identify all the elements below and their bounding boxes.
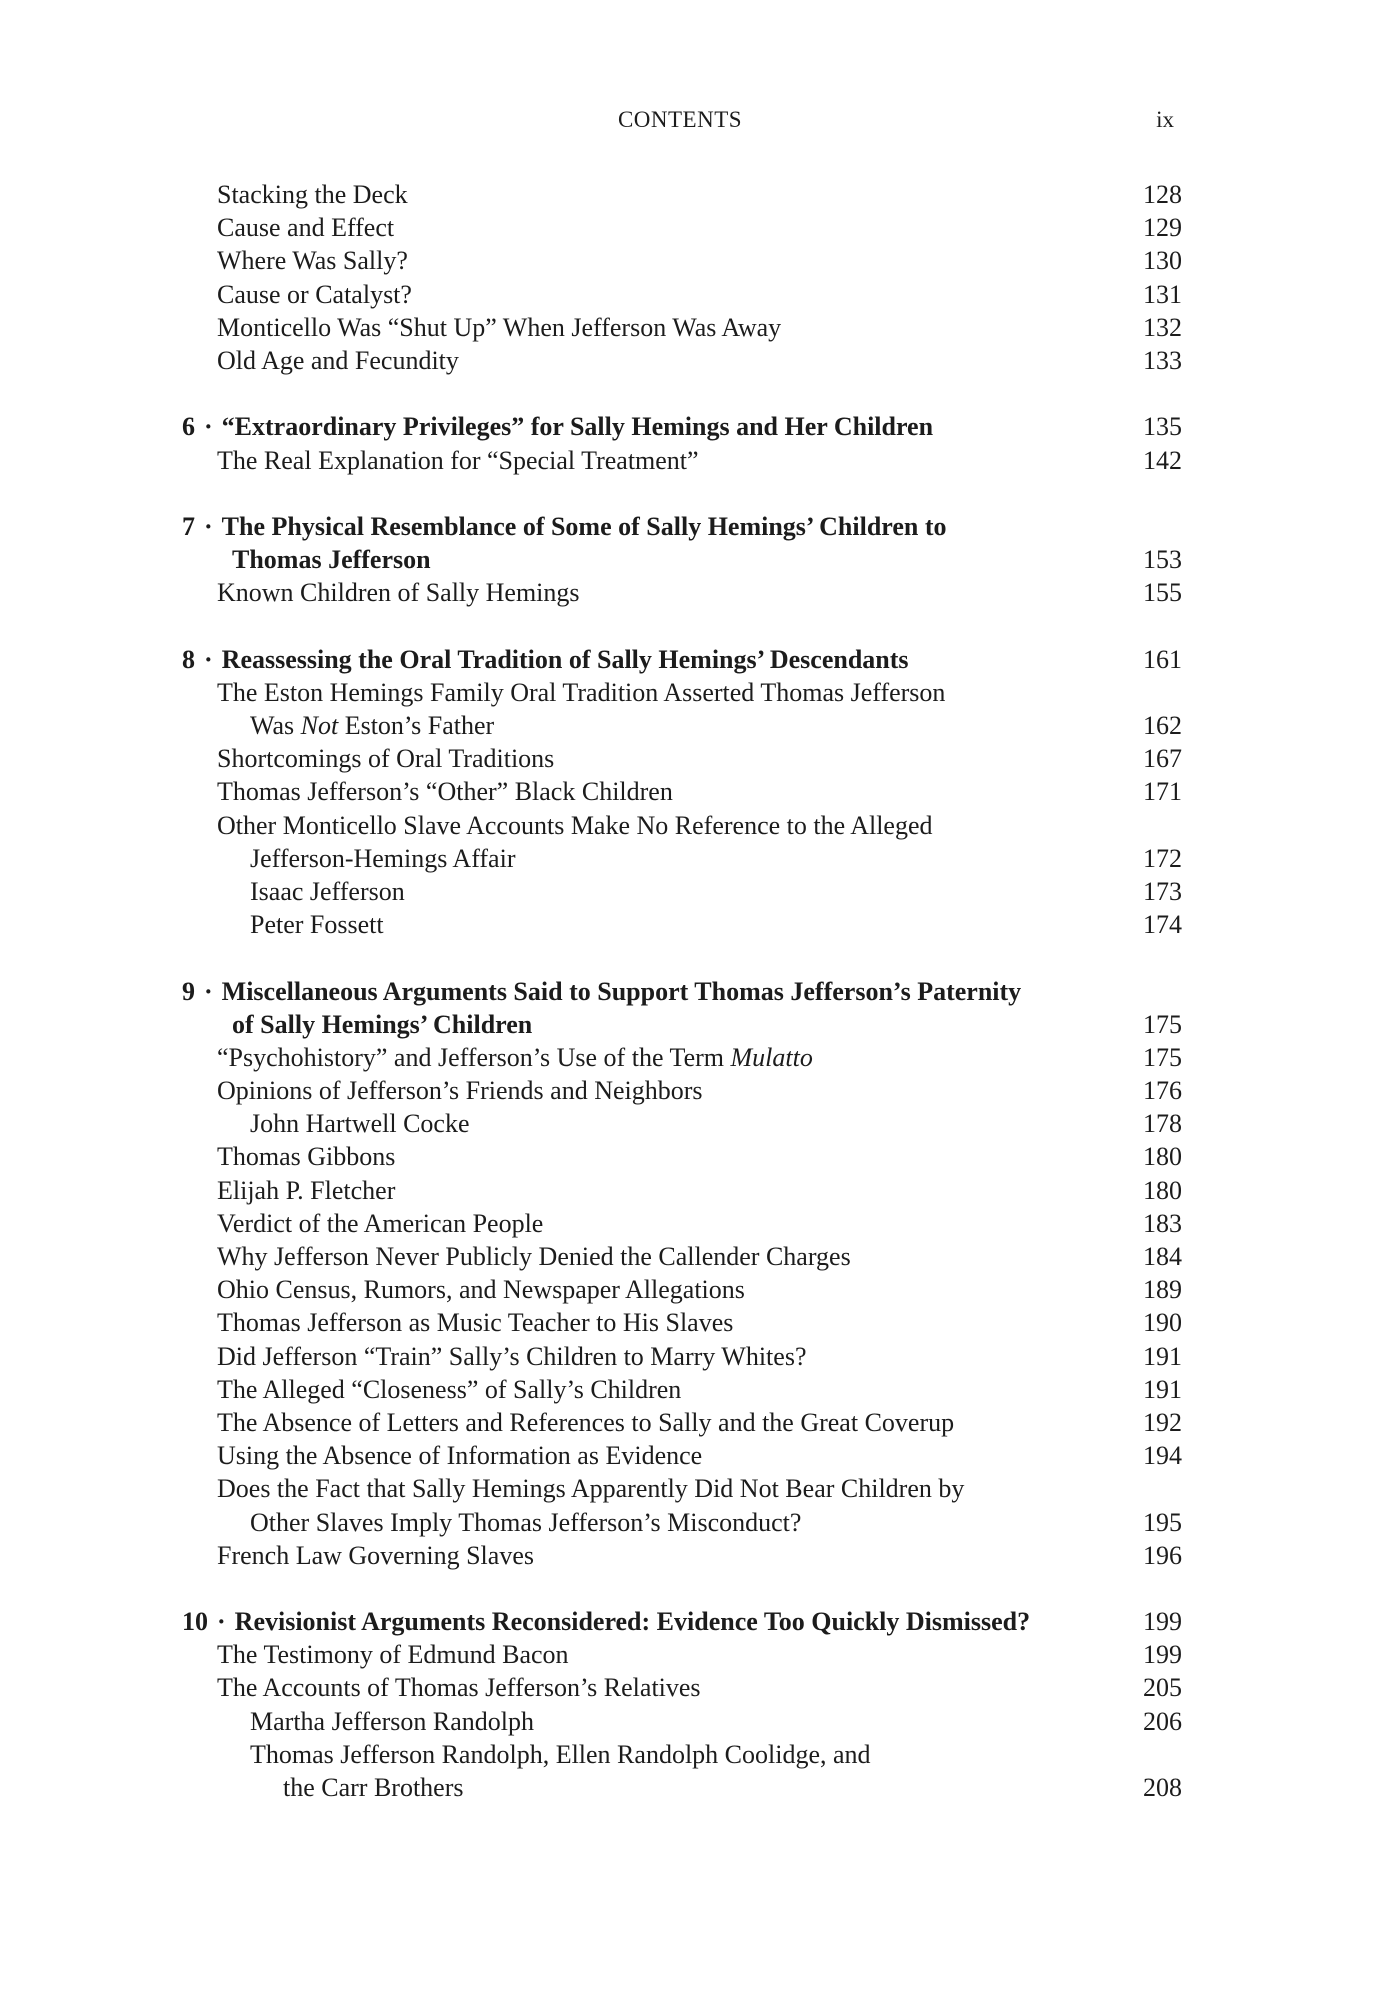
toc-entry[interactable]: [0, 311, 1400, 344]
toc-entry-title: Shortcomings of Oral Traditions: [217, 744, 555, 774]
chapter-title: “Extraordinary Privileges” for Sally Hemings and Her Children: [221, 412, 934, 442]
toc-entry-title: Thomas Gibbons: [217, 1142, 396, 1172]
toc-entry[interactable]: [0, 1638, 1400, 1671]
toc-entry-title: Peter Fossett: [250, 910, 384, 940]
toc-entry[interactable]: [0, 1273, 1400, 1306]
toc-entry-title: Old Age and Fecundity: [217, 345, 459, 375]
title-part: Was: [250, 711, 301, 740]
toc-entry-title: The Accounts of Thomas Jefferson’s Relatives: [217, 1673, 701, 1703]
toc-page-number: 175: [1143, 1009, 1182, 1039]
toc-entry-title: Thomas Jefferson: [232, 545, 431, 575]
toc-entry[interactable]: [0, 1406, 1400, 1439]
toc-page-number: 155: [1143, 578, 1182, 608]
toc-entry-title: Does the Fact that Sally Hemings Apparently Did Not Bear Children by: [217, 1474, 965, 1504]
toc-page-number: 199: [1143, 1640, 1182, 1670]
toc-entry[interactable]: [0, 1771, 1400, 1804]
toc-entry-title: Thomas Jefferson Randolph, Ellen Randolph Coolidge, and: [250, 1739, 871, 1769]
toc-entry-title: [250, 709, 494, 742]
toc-page-number: 199: [1143, 1607, 1182, 1637]
toc-entry[interactable]: [0, 875, 1400, 908]
toc-chapter-heading[interactable]: [0, 1605, 1400, 1638]
toc-page-number: 171: [1143, 777, 1182, 807]
toc-page-number: 161: [1143, 644, 1182, 674]
toc-page-number: 205: [1143, 1673, 1182, 1703]
toc-entry-title: the Carr Brothers: [283, 1773, 464, 1802]
toc-page-number: 133: [1143, 345, 1182, 375]
toc-entry-title: Thomas Jefferson’s “Other” Black Children: [217, 777, 673, 807]
header-page-number: ix: [1156, 107, 1174, 132]
toc-entry-title: French Law Governing Slaves: [217, 1540, 534, 1570]
toc-page-number: 132: [1143, 312, 1182, 342]
toc-entry[interactable]: [0, 1207, 1400, 1240]
header-title: CONTENTS: [617, 107, 743, 132]
toc-entry[interactable]: [0, 809, 1400, 842]
toc-entry-title: Did Jefferson “Train” Sally’s Children to Marry Whites?: [217, 1341, 807, 1371]
title-part: Eston’s Father: [338, 711, 495, 740]
chapter-title: Revisionist Arguments Reconsidered: Evidence Too Quickly Dismissed?: [234, 1607, 1031, 1637]
toc-entry[interactable]: [0, 742, 1400, 775]
toc-entry-title: The Alleged “Closeness” of Sally’s Children: [217, 1374, 682, 1404]
toc-page-number: 180: [1143, 1175, 1182, 1205]
chapter-separator: ·: [217, 1607, 226, 1637]
toc-entry[interactable]: [0, 1539, 1400, 1572]
toc-page-number: 167: [1143, 744, 1182, 774]
toc-entry-title: John Hartwell Cocke: [250, 1109, 470, 1139]
toc-entry[interactable]: [0, 344, 1400, 377]
toc-entry[interactable]: [0, 211, 1400, 244]
toc-page-number: 175: [1143, 1042, 1182, 1072]
toc-entry-title: Using the Absence of Information as Evidence: [217, 1441, 703, 1471]
toc-entry[interactable]: [0, 842, 1400, 875]
title-italic-part: Mulatto: [730, 1042, 813, 1072]
toc-page-number: 191: [1143, 1374, 1182, 1404]
toc-page-number: 162: [1143, 711, 1182, 740]
toc-entry-title: Known Children of Sally Hemings: [217, 578, 580, 608]
toc-page-number: 135: [1143, 412, 1182, 442]
toc-entry-title: of Sally Hemings’ Children: [232, 1009, 533, 1039]
toc-page-number: 195: [1143, 1507, 1182, 1537]
toc-entry[interactable]: [0, 1174, 1400, 1207]
toc-page-number: 191: [1143, 1341, 1182, 1371]
toc-page-number: 206: [1143, 1706, 1182, 1736]
toc-entry[interactable]: [0, 576, 1400, 609]
toc-entry-title: Ohio Census, Rumors, and Newspaper Allegations: [217, 1275, 745, 1305]
section-gap: [0, 477, 1400, 510]
toc-page-number: 208: [1143, 1773, 1182, 1802]
toc-entry-title: [182, 1605, 1030, 1638]
running-header: [0, 107, 1400, 137]
toc-page-number: 131: [1143, 279, 1182, 309]
chapter-separator: ·: [204, 511, 213, 541]
toc-page-number: 180: [1143, 1142, 1182, 1172]
toc-entry[interactable]: [0, 1340, 1400, 1373]
toc-entry-title: [182, 510, 947, 543]
toc-page-number: 190: [1143, 1308, 1182, 1338]
chapter-title: Reassessing the Oral Tradition of Sally Hemings’ Descendants: [221, 644, 909, 674]
toc-chapter-heading-continued[interactable]: [0, 543, 1400, 576]
toc-page-number: 176: [1143, 1076, 1182, 1106]
toc-page-number: 192: [1143, 1407, 1182, 1437]
table-of-contents: [0, 178, 1400, 1804]
chapter-separator: ·: [204, 644, 213, 674]
toc-entry-title: Where Was Sally?: [217, 246, 408, 276]
toc-page-number: 130: [1143, 246, 1182, 276]
toc-chapter-heading-continued[interactable]: [0, 1008, 1400, 1041]
section-gap: [0, 941, 1400, 974]
toc-entry[interactable]: [0, 709, 1400, 742]
toc-entry-title: Isaac Jefferson: [250, 876, 405, 906]
toc-entry[interactable]: [0, 1472, 1400, 1505]
toc-entry-title: Cause or Catalyst?: [217, 279, 412, 309]
section-gap: [0, 609, 1400, 642]
toc-chapter-heading[interactable]: [0, 510, 1400, 543]
chapter-title: The Physical Resemblance of Some of Sally Hemings’ Children to: [221, 511, 947, 541]
chapter-number: 6: [182, 412, 195, 442]
toc-page-number: 183: [1143, 1208, 1182, 1238]
toc-page-number: 174: [1143, 910, 1182, 940]
toc-entry-title: Other Slaves Imply Thomas Jefferson’s Misconduct?: [250, 1507, 802, 1537]
toc-page-number: 194: [1143, 1441, 1182, 1471]
chapter-number: 8: [182, 644, 195, 674]
chapter-separator: ·: [204, 976, 213, 1006]
toc-entry[interactable]: [0, 1240, 1400, 1273]
toc-entry-title: Opinions of Jefferson’s Friends and Neighbors: [217, 1076, 703, 1106]
toc-entry[interactable]: [0, 178, 1400, 211]
toc-entry[interactable]: [0, 278, 1400, 311]
toc-page-number: 172: [1143, 843, 1182, 873]
toc-page-number: 184: [1143, 1242, 1182, 1271]
toc-entry-title: Verdict of the American People: [217, 1208, 544, 1238]
toc-entry-title: The Absence of Letters and References to Sally and the Great Coverup: [217, 1407, 955, 1437]
chapter-number: 7: [182, 511, 195, 541]
toc-entry-title: Elijah P. Fletcher: [217, 1175, 396, 1205]
toc-entry[interactable]: [0, 1671, 1400, 1704]
toc-entry-title: Martha Jefferson Randolph: [250, 1706, 535, 1736]
title-part: “Psychohistory” and Jefferson’s Use of the Term: [217, 1042, 731, 1072]
toc-entry[interactable]: [0, 1306, 1400, 1339]
section-gap: [0, 1572, 1400, 1605]
toc-page-number: 173: [1143, 876, 1182, 906]
toc-entry[interactable]: [0, 444, 1400, 477]
toc-entry[interactable]: [0, 1041, 1400, 1074]
toc-entry-title: The Testimony of Edmund Bacon: [217, 1640, 569, 1670]
toc-page-number: 129: [1143, 213, 1182, 243]
toc-entry[interactable]: [0, 1140, 1400, 1173]
toc-entry-title: [217, 1041, 813, 1074]
toc-page-number: 189: [1143, 1275, 1182, 1305]
toc-entry-title: Stacking the Deck: [217, 180, 408, 209]
toc-entry-title: The Real Explanation for “Special Treatment”: [217, 445, 699, 475]
toc-page-number: 153: [1143, 545, 1182, 575]
toc-entry[interactable]: [0, 1439, 1400, 1472]
toc-entry-title: [182, 975, 1021, 1008]
toc-entry[interactable]: [0, 1107, 1400, 1140]
toc-entry-title: Why Jefferson Never Publicly Denied the Callender Charges: [217, 1242, 851, 1271]
toc-chapter-heading[interactable]: [0, 975, 1400, 1008]
toc-page-number: 196: [1143, 1540, 1182, 1570]
toc-entry-title: [182, 410, 933, 443]
toc-entry-title: Thomas Jefferson as Music Teacher to His Slaves: [217, 1308, 734, 1338]
chapter-title: Miscellaneous Arguments Said to Support Thomas Jefferson’s Paternity: [221, 976, 1022, 1006]
toc-page-number: 142: [1143, 445, 1182, 475]
toc-entry[interactable]: [0, 908, 1400, 941]
toc-entry-title: The Eston Hemings Family Oral Tradition Asserted Thomas Jefferson: [217, 677, 946, 707]
toc-chapter-heading[interactable]: [0, 643, 1400, 676]
toc-entry[interactable]: [0, 244, 1400, 277]
toc-entry[interactable]: [0, 1506, 1400, 1539]
title-italic-part: Not: [300, 711, 339, 740]
toc-page-number: 128: [1143, 180, 1182, 209]
toc-entry[interactable]: [0, 1705, 1400, 1738]
toc-entry[interactable]: [0, 775, 1400, 808]
toc-entry[interactable]: [0, 1074, 1400, 1107]
toc-entry[interactable]: [0, 1738, 1400, 1771]
toc-entry-title: Monticello Was “Shut Up” When Jefferson Was Away: [217, 312, 782, 342]
toc-entry-title: Jefferson-Hemings Affair: [250, 843, 516, 873]
toc-entry-title: [182, 643, 909, 676]
toc-entry-title: Other Monticello Slave Accounts Make No Reference to the Alleged: [217, 810, 933, 840]
chapter-separator: ·: [204, 412, 213, 442]
toc-entry[interactable]: [0, 676, 1400, 709]
chapter-number: 10: [182, 1607, 208, 1637]
toc-chapter-heading[interactable]: [0, 410, 1400, 443]
toc-entry[interactable]: [0, 1373, 1400, 1406]
toc-page-number: 178: [1143, 1109, 1182, 1139]
section-gap: [0, 377, 1400, 410]
chapter-number: 9: [182, 976, 195, 1006]
toc-entry-title: Cause and Effect: [217, 213, 395, 243]
